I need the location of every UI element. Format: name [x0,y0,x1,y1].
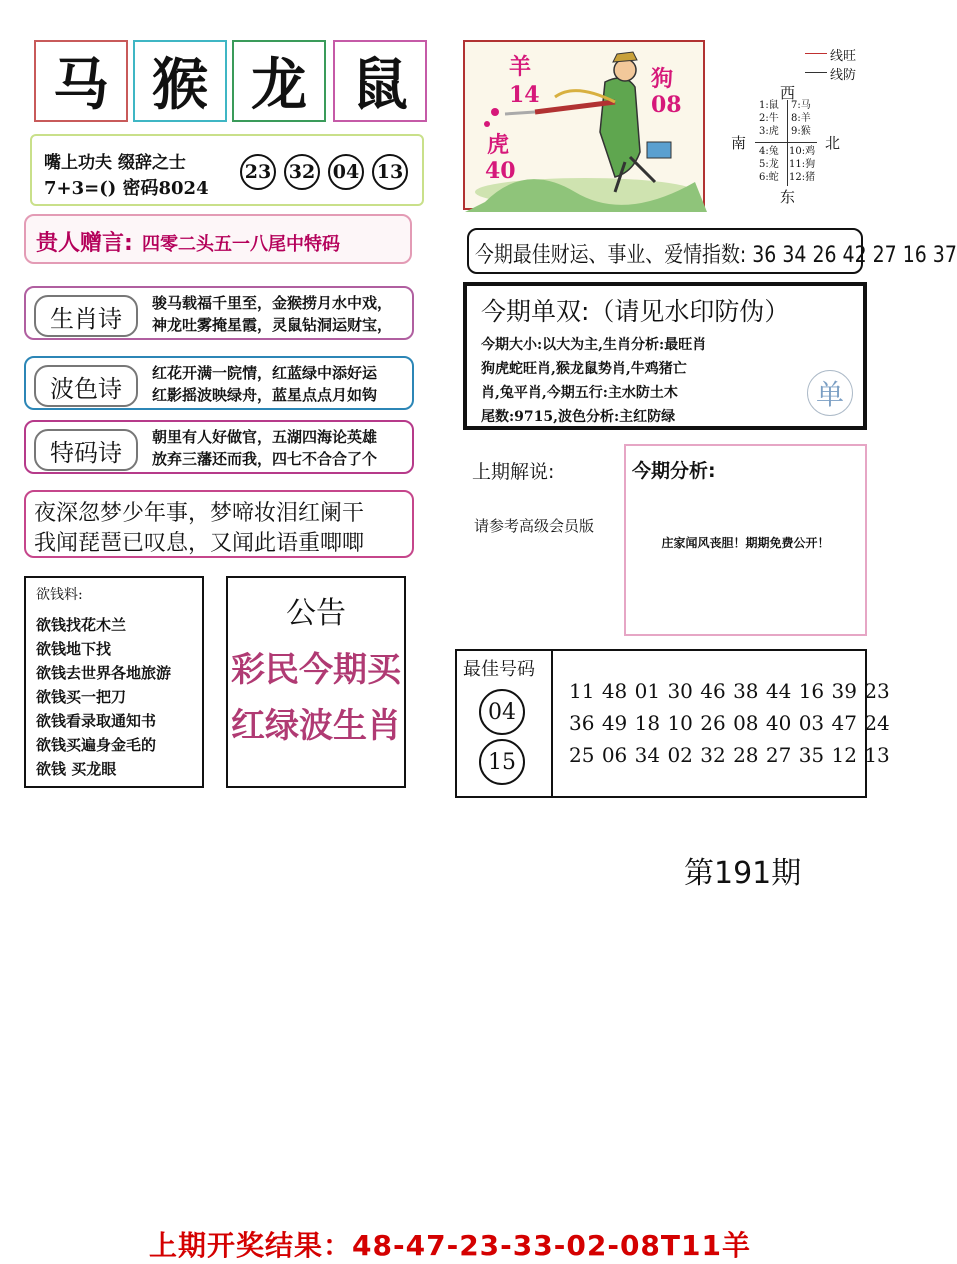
number-cell: 25 [569,743,595,767]
number-cell: 02 [667,743,693,767]
color-poem-row [24,356,414,410]
money-item: 欲钱买遍身金毛的 [36,736,157,754]
poem-line: 放弃三藩还而我，四七不合合了个 [152,450,378,468]
noble-advice-box [24,214,412,264]
notice-box [226,576,406,788]
zodiac-entry: 5:龙 [759,159,779,170]
info-number-circle: 32 [284,154,320,190]
best-pick-circle: 15 [479,739,525,785]
info-number-circle: 13 [372,154,408,190]
zodiac-entry: 8:羊 [791,113,811,124]
compass-south: 南 [731,134,747,152]
info-line-2: 7+3=() 密码8024 [44,178,209,199]
number-cell: 28 [733,743,759,767]
number-cell: 49 [601,711,628,735]
zodiac-entry: 2:牛 [759,113,779,124]
single-double-line: 肖,兔平肖,今期五行:主水防土木 [481,385,678,401]
number-cell: 27 [765,743,792,767]
zodiac-entry: 3:虎 [759,126,779,137]
night-poem-line: 夜深忽梦少年事，梦啼妆泪红阑干 [34,501,365,526]
number-cell: 26 [700,711,726,735]
number-cell: 34 [634,743,661,767]
best-pick-circle: 04 [479,689,525,735]
poem-line: 朝里有人好做官，五湖四海论英雄 [152,428,378,446]
notice-line: 彩民今期买 [231,650,401,690]
money-riddle-box [24,576,204,788]
number-cell: 13 [864,743,890,767]
issue-number: 第191期 [684,856,802,891]
money-item: 欲钱地下找 [36,640,112,658]
compass-horizontal-line [755,142,817,143]
number-cell: 23 [864,679,890,703]
number-cell: 18 [634,711,661,735]
last-issue-text: 请参考高级会员版 [474,517,595,535]
poem-line: 红花开满一院情，红蓝绿中添好运 [152,364,378,382]
analysis-text: 庄家闻风丧胆！期期免费公开！ [661,536,830,550]
number-cell: 46 [700,679,726,703]
zodiac-entry: 10:鸡 [789,146,816,157]
money-item: 欲钱找花木兰 [36,616,127,634]
number-cell: 39 [831,679,857,703]
zodiac-compass [725,40,885,215]
compass-west: 西 [780,84,796,102]
zodiac-entry: 7:马 [791,100,811,111]
number-cell: 40 [765,711,792,735]
night-poem-box [24,490,414,558]
sheep-label: 羊 [509,54,532,80]
number-cell: 03 [798,711,825,735]
single-double-line: 今期大小:以大为主,生肖分析:最旺肖 [481,337,707,353]
fortune-index-text: 今期最佳财运、事业、爱情指数: 36 34 26 42 27 16 37 [475,243,957,268]
zodiac-entry: 1:鼠 [759,100,779,111]
number-cell: 36 [569,711,595,735]
info-box [30,134,424,206]
title-animal-text: 龙 [251,53,307,118]
number-cell: 01 [634,679,661,703]
tiger-number: 40 [485,158,516,184]
legend-red-line [805,53,827,54]
number-cell: 47 [831,711,857,735]
info-line-1: 嘴上功夫 缀辞之士 [44,153,186,173]
number-cell: 44 [765,679,792,703]
number-cell: 32 [700,743,726,767]
number-cell: 08 [733,711,759,735]
last-issue-heading: 上期解说: [472,461,555,483]
compass-north: 北 [825,134,841,152]
poem-line: 红影摇波映绿舟，蓝星点点月如钩 [152,386,378,404]
title-animal-text: 鼠 [352,53,408,118]
number-cell: 24 [864,711,890,735]
dog-number: 08 [651,92,682,118]
noble-text: 四零二头五一八尾中特码 [142,234,340,255]
money-item: 欲钱去世界各地旅游 [36,664,172,682]
night-poem-line: 我闻琵琶已叹息，又闻此语重唧唧 [34,531,365,556]
number-cell: 35 [798,743,825,767]
number-row [569,743,890,767]
number-cell: 30 [667,679,693,703]
single-double-line: 狗虎蛇旺肖,猴龙鼠势肖,牛鸡猪亡 [481,361,687,377]
notice-line: 红绿波生肖 [231,706,401,746]
noble-label: 贵人赠言: [36,231,133,256]
title-cell-monkey [133,40,227,122]
title-cell-dragon [232,40,326,122]
info-number-circle: 23 [240,154,276,190]
best-numbers-side [457,651,553,796]
zodiac-entry: 12:猪 [789,172,816,183]
notice-title: 公告 [286,596,346,631]
title-animal-text: 马 [53,53,109,118]
tiger-label: 虎 [487,132,510,158]
best-numbers-box [455,649,890,798]
legend-black-line [805,72,827,73]
money-item: 欲钱 买龙眼 [36,760,117,778]
number-cell: 06 [601,743,628,767]
title-animal-text: 猴 [152,53,208,118]
dog-label: 狗 [651,66,674,92]
zodiac-entry: 11:狗 [789,159,816,170]
single-double-heading: 今期单双:（请见水印防伪） [481,297,790,326]
analysis-heading: 今期分析: [632,460,716,482]
legend-fang: 线防 [830,68,857,83]
watermark-single-stamp: 单 [807,370,853,416]
title-cell-rat [333,40,427,122]
compass-vertical-line [787,100,788,186]
single-double-box [463,282,867,430]
number-row [569,679,890,703]
money-title: 欲钱料: [36,587,83,603]
number-cell: 38 [733,679,759,703]
number-cell: 10 [667,711,693,735]
compass-east: 东 [780,188,796,206]
money-item: 欲钱看录取通知书 [36,712,157,730]
number-cell: 16 [798,679,825,703]
best-numbers-heading: 最佳号码 [463,659,535,680]
color-poem-label: 波色诗 [34,365,138,407]
fortune-index-box [467,228,957,274]
zodiac-entry: 4:兔 [759,146,779,157]
number-cell: 12 [831,743,857,767]
sheep-number: 14 [509,82,540,108]
special-poem-row [24,420,414,474]
analysis-box [624,444,867,636]
last-draw-result: 上期开奖结果：48-47-23-33-02-08T11羊 [149,1229,751,1262]
poem-line: 神龙吐雾掩星霞，灵鼠钻洞运财宝， [152,316,393,334]
poem-line: 骏马载福千里至，金猴捞月水中戏， [152,294,393,312]
special-poem-label: 特码诗 [34,429,138,471]
number-cell: 11 [569,679,595,703]
info-number-circle: 04 [328,154,364,190]
zodiac-poem-label: 生肖诗 [34,295,138,337]
warrior-illustration [463,40,705,210]
money-item: 欲钱买一把刀 [36,688,127,706]
zodiac-poem-row [24,286,414,340]
zodiac-entry: 6:蛇 [759,172,779,183]
zodiac-entry: 9:猴 [791,126,811,137]
number-cell: 48 [601,679,628,703]
title-cell-horse [34,40,128,122]
single-double-line: 尾数:9715,波色分析:主红防绿 [481,409,676,425]
legend-wang: 线旺 [830,49,857,64]
number-row [569,711,890,735]
